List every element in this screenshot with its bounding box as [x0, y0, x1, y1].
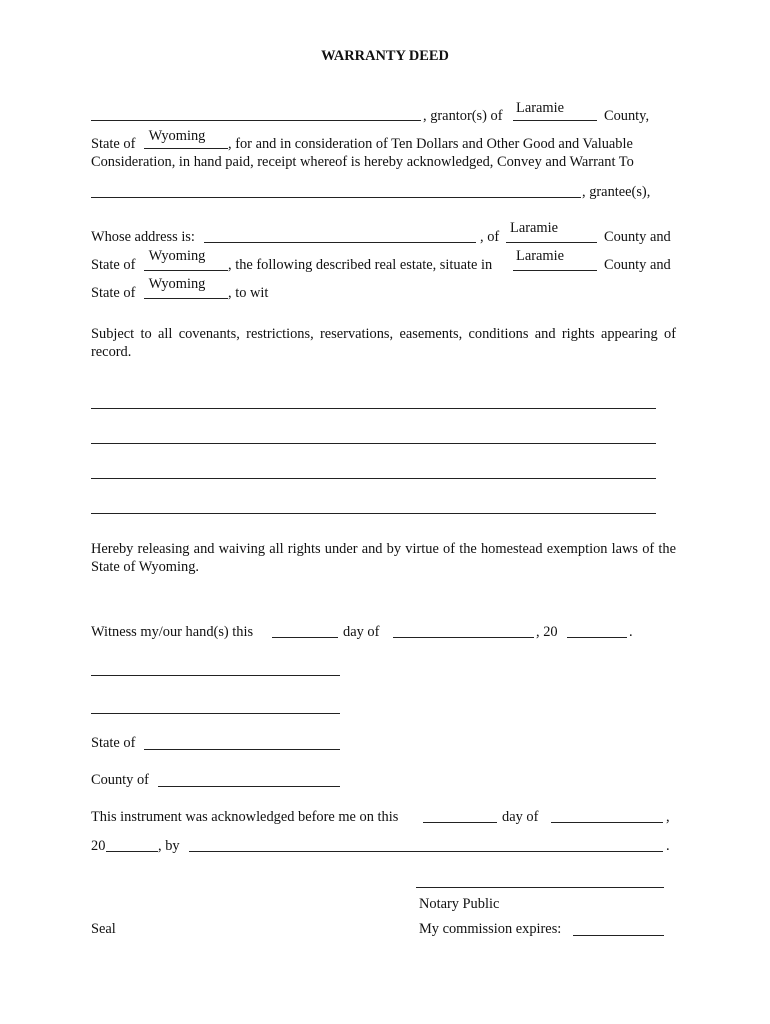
situate-state-field[interactable]	[144, 298, 228, 299]
witness-year-field[interactable]	[567, 637, 627, 638]
situate-county-and: County and	[604, 257, 671, 273]
ack-comma: ,	[666, 809, 670, 825]
ack-day-field[interactable]	[423, 822, 497, 823]
ack-by-field[interactable]	[189, 851, 663, 852]
ack-by-label: , by	[158, 838, 180, 854]
situate-county-value: Laramie	[516, 248, 564, 264]
ack-month-field[interactable]	[551, 822, 663, 823]
address-county-field[interactable]	[506, 242, 597, 243]
situate-state-prefix: State of	[91, 285, 136, 301]
homestead-paragraph: Hereby releasing and waiving all rights under and by virtue of the homestead exemption laws of the State of Wyoming.	[91, 541, 676, 575]
ack-text: This instrument was acknowledged before me on this	[91, 809, 399, 825]
grantee-label: , grantee(s),	[582, 184, 651, 200]
ack-day-of: day of	[502, 809, 539, 825]
notary-county-field[interactable]	[158, 786, 340, 787]
following-text: , the following described real estate, situate in	[228, 257, 493, 273]
address-field[interactable]	[204, 242, 476, 243]
notary-state-field[interactable]	[144, 749, 340, 750]
situate-county-field[interactable]	[513, 270, 597, 271]
address-state-prefix: State of	[91, 257, 136, 273]
witness-period: .	[629, 624, 633, 640]
address-county-value: Laramie	[510, 220, 558, 236]
commission-expires-field[interactable]	[573, 935, 664, 936]
notary-signature-line[interactable]	[416, 887, 664, 888]
notary-public-label: Notary Public	[419, 896, 500, 912]
address-county-and: County and	[604, 229, 671, 245]
legal-description-line-2[interactable]	[91, 443, 656, 444]
ack-year-prefix: 20	[91, 838, 106, 854]
witness-day-of: day of	[343, 624, 380, 640]
address-of-label: , of	[480, 229, 500, 245]
grantor-name-field[interactable]	[91, 120, 421, 121]
grantor-county-label: County,	[604, 108, 650, 124]
commission-label: My commission expires:	[419, 921, 562, 937]
witness-day-field[interactable]	[272, 637, 338, 638]
grantor-state-value: Wyoming	[148, 128, 206, 144]
consideration-line2: Consideration, in hand paid, receipt whereof is hereby acknowledged, Convey and Warrant To	[91, 154, 634, 170]
notary-state-label: State of	[91, 735, 136, 751]
grantor-county-field[interactable]	[513, 120, 597, 121]
address-state-field[interactable]	[144, 270, 228, 271]
to-wit-label: , to wit	[228, 285, 269, 301]
legal-description-line-4[interactable]	[91, 513, 656, 514]
legal-description-line-1[interactable]	[91, 408, 656, 409]
signature-line-2[interactable]	[91, 713, 340, 714]
witness-month-field[interactable]	[393, 637, 534, 638]
grantor-state-field[interactable]	[144, 148, 228, 149]
situate-state-value: Wyoming	[148, 276, 206, 292]
legal-description-line-3[interactable]	[91, 478, 656, 479]
grantor-county-value: Laramie	[516, 100, 564, 116]
witness-year-prefix: , 20	[536, 624, 558, 640]
subject-paragraph: Subject to all covenants, restrictions, reservations, easements, conditions and rights appearing of record.	[91, 326, 676, 360]
ack-year-field[interactable]	[106, 851, 158, 852]
address-label: Whose address is:	[91, 229, 195, 245]
signature-line-1[interactable]	[91, 675, 340, 676]
ack-period: .	[666, 838, 670, 854]
address-state-value: Wyoming	[148, 248, 206, 264]
consideration-text: , for and in consideration of Ten Dollars and Other Good and Valuable	[228, 136, 633, 152]
witness-prefix: Witness my/our hand(s) this	[91, 624, 254, 640]
grantor-label: , grantor(s) of	[423, 108, 503, 124]
grantee-name-field[interactable]	[91, 197, 581, 198]
notary-county-label: County of	[91, 772, 149, 788]
document-title: WARRANTY DEED	[321, 48, 449, 64]
grantor-state-prefix: State of	[91, 136, 136, 152]
seal-label: Seal	[91, 921, 116, 937]
